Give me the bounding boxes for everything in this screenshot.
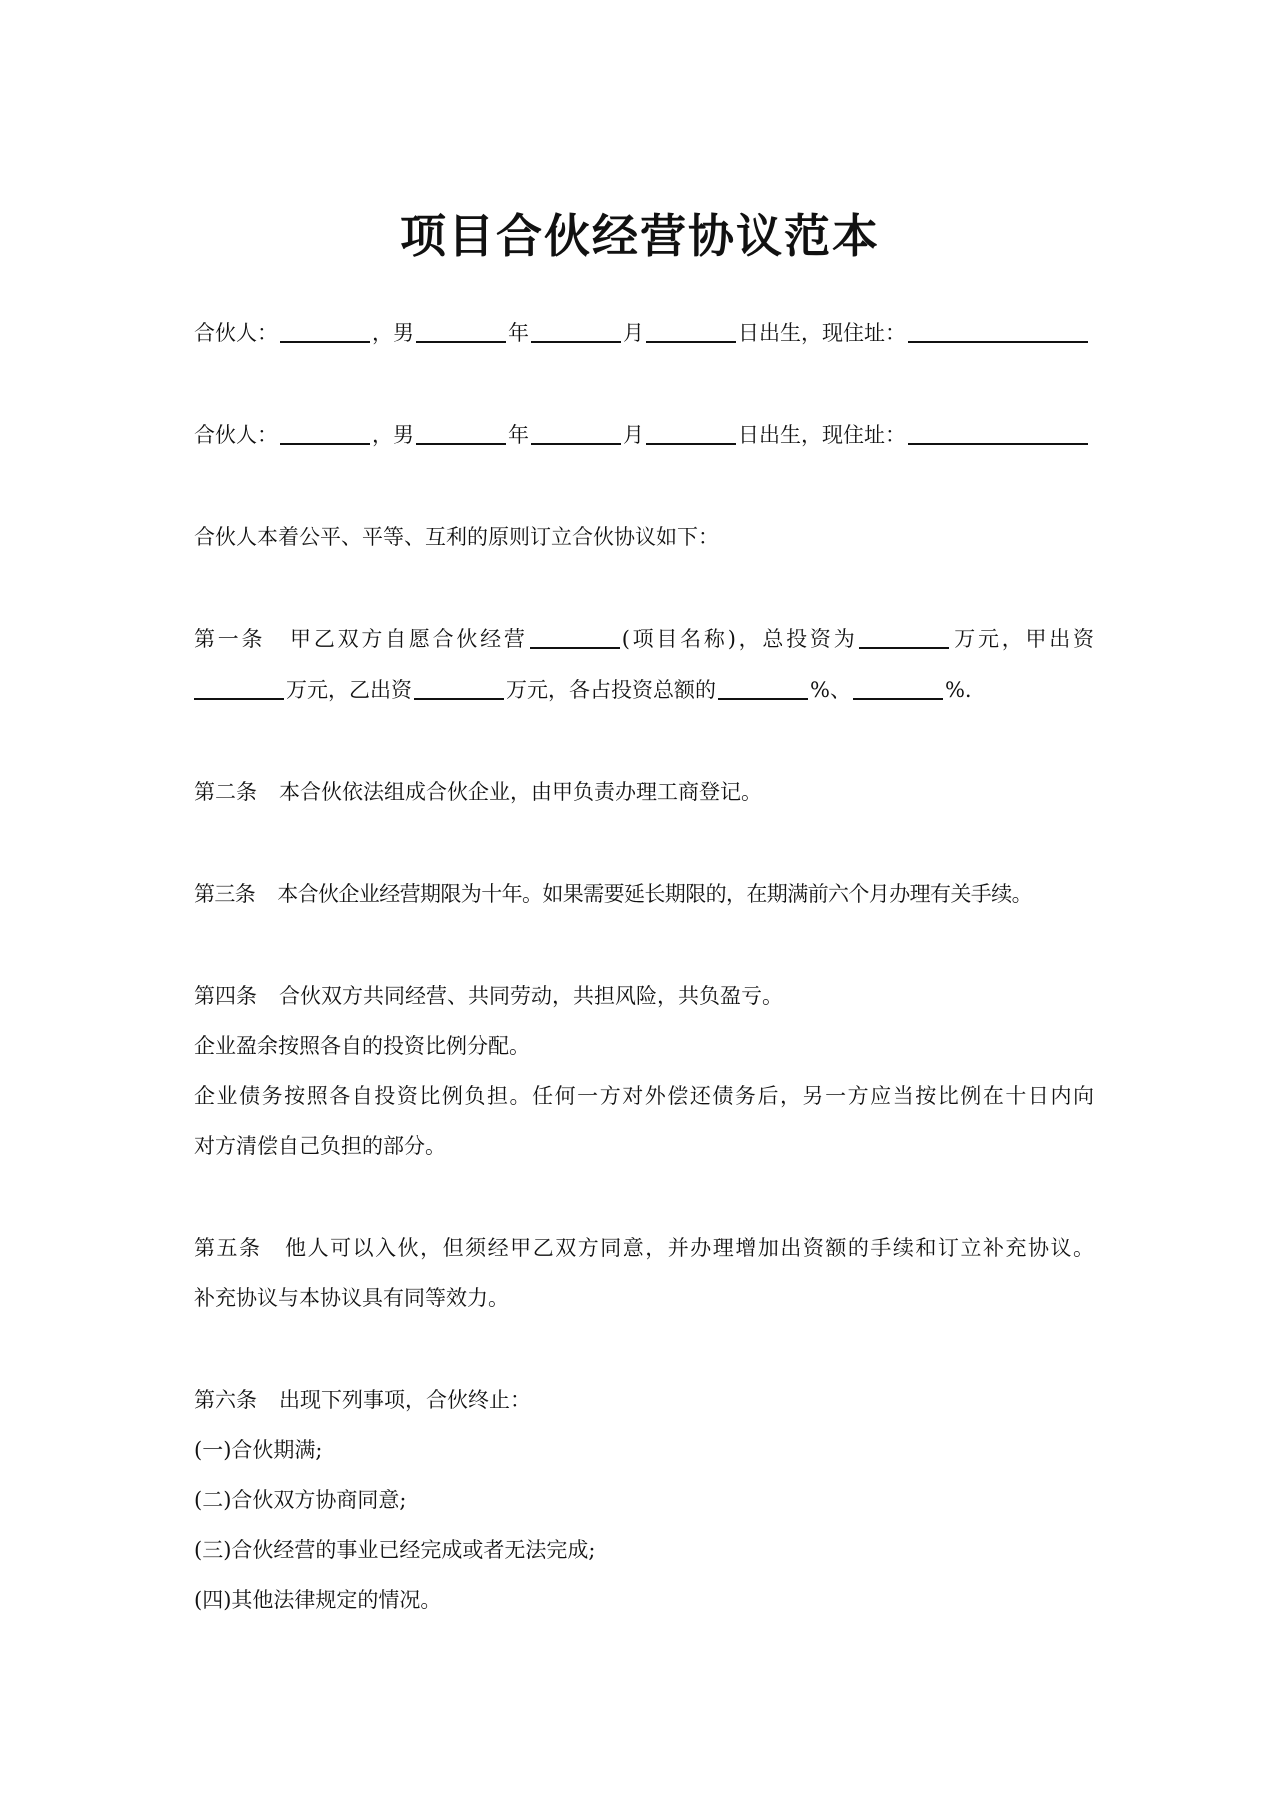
article-1-text: 甲乙双方自愿合伙经营 [287,627,528,651]
article-1-head: 第一条 [194,627,266,651]
year-text: 年 [508,321,529,345]
gender-text: ，男 [372,423,414,447]
gender-text: ，男 [372,321,414,345]
article-1-line-1 [194,624,1094,654]
article-1-text: 万元，各占投资总额的 [506,678,716,702]
article-1-text: %. [944,678,972,702]
address-blank[interactable] [908,320,1088,343]
article-1-text: 万元，甲出资 [951,627,1095,651]
article-4-line-4: 对方清偿自己负担的部分。 [194,1134,446,1158]
total-investment-blank[interactable] [859,626,949,649]
birth-day-blank[interactable] [646,422,736,445]
article-3-head: 第三条 [194,882,256,906]
project-name-blank[interactable] [530,626,620,649]
party-b-share-blank[interactable] [853,677,943,700]
document-title: 项目合伙经营协议范本 [400,209,880,263]
born-address-text: 日出生，现住址： [738,423,906,447]
article-2-text: 本合伙依法组成合伙企业，由甲负责办理工商登记。 [279,780,762,804]
article-6-item: (四)其他法律规定的情况。 [194,1588,442,1612]
party-b-investment-blank[interactable] [414,677,504,700]
article-1-line-2 [194,675,1094,705]
article-5-text: 他人可以入伙，但须经甲乙双方同意，并办理增加出资额的手续和订立补充协议。 [283,1236,1095,1260]
birth-day-blank[interactable] [646,320,736,343]
party-a-share-blank[interactable] [718,677,808,700]
article-2 [194,777,1094,807]
article-4-line-2: 企业盈余按照各自的投资比例分配。 [194,1034,530,1058]
article-6 [194,1385,1094,1415]
article-5 [194,1233,1094,1263]
article-6-item: (一)合伙期满; [194,1438,323,1462]
article-4-head: 第四条 [194,984,257,1008]
month-text: 月 [623,321,644,345]
article-2-head: 第二条 [194,780,257,804]
birth-year-blank[interactable] [416,320,506,343]
partner-label: 合伙人： [194,423,278,447]
article-1-text: (项目名称)，总投资为 [621,627,858,651]
article-4-line-3: 企业债务按照各自投资比例负担。任何一方对外偿还债务后，另一方应当按比例在十日内向 [194,1084,1094,1108]
year-text: 年 [508,423,529,447]
address-blank[interactable] [908,422,1088,445]
article-4-text: 合伙双方共同经营、共同劳动，共担风险，共负盈亏。 [279,984,783,1008]
birth-month-blank[interactable] [531,422,621,445]
name-blank[interactable] [280,422,370,445]
born-address-text: 日出生，现住址： [738,321,906,345]
article-1-text: %、 [810,678,851,702]
article-3-text: 本合伙企业经营期限为十年。如果需要延长期限的，在期满前六个月办理有关手续。 [277,882,1033,906]
article-6-head: 第六条 [194,1388,257,1412]
name-blank[interactable] [280,320,370,343]
partner-label: 合伙人： [194,321,278,345]
article-4 [194,981,1094,1011]
partner-line-2 [194,420,1094,450]
month-text: 月 [623,423,644,447]
article-5-line-2: 补充协议与本协议具有同等效力。 [194,1286,509,1310]
article-5-head: 第五条 [194,1236,262,1260]
article-6-item: (二)合伙双方协商同意; [194,1488,407,1512]
article-6-item: (三)合伙经营的事业已经完成或者无法完成; [194,1538,596,1562]
birth-month-blank[interactable] [531,320,621,343]
birth-year-blank[interactable] [416,422,506,445]
article-6-text: 出现下列事项，合伙终止： [279,1388,531,1412]
party-a-investment-blank[interactable] [194,677,284,700]
article-3 [194,879,1094,909]
intro-paragraph: 合伙人本着公平、平等、互利的原则订立合伙协议如下： [194,525,719,549]
partner-line-1 [194,318,1094,348]
article-1-text: 万元，乙出资 [286,678,412,702]
